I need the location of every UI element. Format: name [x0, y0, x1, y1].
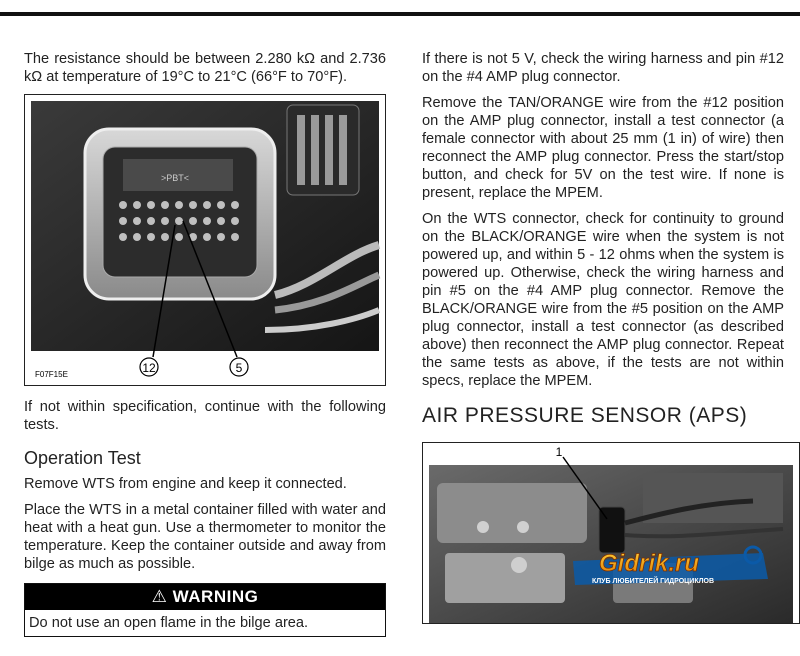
place-wts-paragraph: Place the WTS in a metal container filled with water and heat with a heat gun. Use a thermometer to monitor the temperature. Keep the container outside and away from bilge as much as possible.	[24, 502, 386, 572]
remove-wts-paragraph: Remove WTS from engine and keep it connected.	[24, 476, 347, 492]
aps-section-heading: AIR PRESSURE SENSOR (APS)	[422, 404, 748, 427]
amp-connector-figure	[24, 94, 386, 386]
callout-1: 1	[555, 445, 563, 459]
callout-12: 12	[142, 361, 156, 375]
warning-text: Do not use an open flame in the bilge area.	[29, 615, 309, 631]
warning-triangle-icon: ⚠	[151, 587, 168, 606]
warning-header	[25, 584, 385, 610]
left-column	[24, 50, 386, 637]
aps-photo	[423, 443, 799, 623]
resistance-paragraph: The resistance should be between 2.280 kΩ and 2.736 kΩ at temperature of 19°C to 21°C (66°F to 70°F).	[24, 51, 386, 85]
warning-title: WARNING	[172, 587, 259, 606]
svg-text:>PBT<: >PBT<	[160, 173, 190, 183]
right-column	[422, 50, 784, 624]
operation-test-heading: Operation Test	[24, 448, 141, 468]
wts-connector-paragraph: On the WTS connector, check for continuity to ground on the BLACK/ORANGE wire when the system is not powered up, and within 5 - 12 ohms when the system is powered up. Otherwise, check the wiring harness and pin #5 on the #4 AMP plug connector. Remove the BLACK/ORANGE wire from the #5 position on the AMP plug connector, install a test connector (as described above) then reconnect the AMP plug connector. Repeat the same tests as above, if the tests are not within specs, replace the MPEM.	[422, 211, 784, 389]
top-rule	[0, 12, 800, 16]
not-within-spec-paragraph: If not within specification, continue with the following tests.	[24, 399, 386, 433]
warning-box	[24, 583, 386, 637]
tan-orange-paragraph: Remove the TAN/ORANGE wire from the #12 position on the AMP plug connector, install a test connector (a female connector with about 25 mm (1 in) of wire) then reconnect the AMP plug connector. Press the start/stop button, and check for 5V on the test wire. If none is present, replace the MPEM.	[422, 95, 784, 201]
watermark-brand: Gidrik.ru	[598, 550, 700, 577]
aps-figure	[422, 442, 800, 624]
callout-5: 5	[235, 361, 243, 375]
figure-code: F07F15E	[35, 370, 68, 379]
watermark-subtitle: КЛУБ ЛЮБИТЕЛЕЙ ГИДРОЦИКЛОВ	[591, 578, 715, 585]
amp-connector-photo	[25, 95, 385, 385]
no-5v-paragraph: If there is not 5 V, check the wiring harness and pin #12 on the #4 AMP plug connector.	[422, 51, 784, 85]
